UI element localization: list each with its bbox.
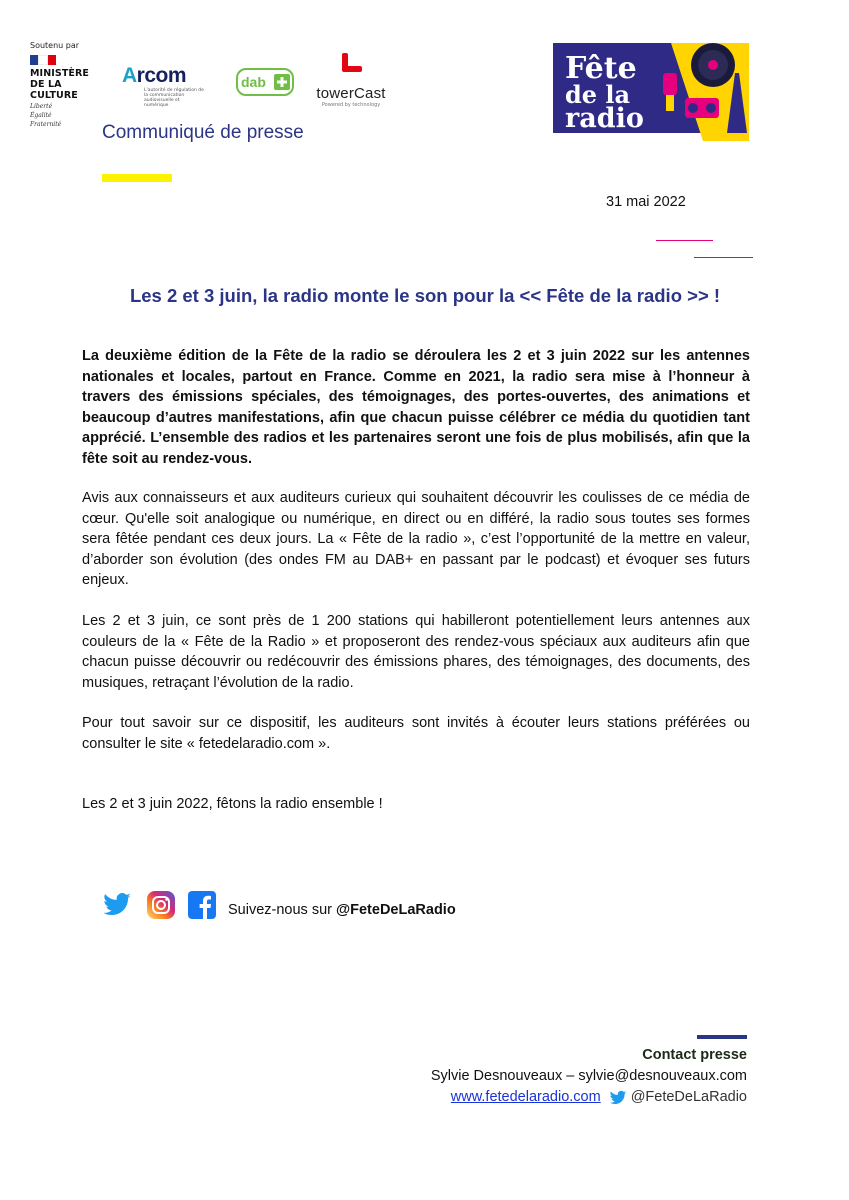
pink-divider-2 bbox=[694, 257, 753, 258]
paragraph-intro: La deuxième édition de la Fête de la radio se déroulera les 2 et 3 juin 2022 sur les antennes nationales et locales, partout en France. Comme en 2021, la radio sera mise à l’honneur à travers des émissions spéciales, des témoignages, des portes-ouvertes, des animations et beaucoup d’autres manifestations, afin que chacun puisse célébrer ce média du quotidien tant apprécié. L’ensemble des radios et les partenaires seront une fois de plus mobilisés, afin que la fête soit au rendez-vous. bbox=[82, 348, 750, 467]
contact-block bbox=[431, 1045, 747, 1108]
arcom-logo-text: rcom bbox=[136, 64, 187, 87]
communique-title: Communiqué de presse bbox=[102, 122, 304, 143]
pink-divider-1 bbox=[656, 240, 713, 241]
paragraph-3: Les 2 et 3 juin, ce sont près de 1 200 stations qui habilleront potentiellement leurs antennes aux couleurs de la « Fête de la Radio » et proposeront des rendez-vous spéciaux aux auditeurs afin que chacun puisse découvrir ou redécouvrir des émissions phares, des témoignages, des documents, des musiques, retraçant l’évolution de la radio. bbox=[82, 613, 750, 691]
fete-de-la-radio-logo bbox=[553, 43, 749, 141]
social-handle[interactable]: @FeteDeLaRadio bbox=[336, 902, 456, 918]
ministere-line1: MINISTÈRE bbox=[30, 68, 89, 79]
twitter-small-icon bbox=[607, 1089, 629, 1107]
social-links bbox=[100, 890, 456, 920]
towercast-logo bbox=[311, 51, 391, 108]
ministere-line2: DE LA CULTURE bbox=[30, 79, 78, 101]
press-date: 31 mai 2022 bbox=[606, 194, 686, 210]
twitter-icon[interactable] bbox=[100, 890, 134, 920]
arcom-logo bbox=[122, 64, 204, 108]
contact-title: Contact presse bbox=[642, 1047, 747, 1063]
towercast-mark-icon bbox=[336, 51, 366, 79]
paragraph-closing: Les 2 et 3 juin 2022, fêtons la radio ensemble ! bbox=[82, 796, 383, 812]
devise-liberte: Liberté bbox=[30, 103, 53, 110]
ministere-culture-logo bbox=[30, 55, 108, 128]
devise-fraternite: Fraternité bbox=[30, 121, 62, 128]
contact-person: Sylvie Desnouveaux – sylvie@desnouveaux.com bbox=[430, 1068, 747, 1084]
contact-twitter-handle[interactable]: @FeteDeLaRadio bbox=[630, 1089, 747, 1105]
towercast-subtitle: Powered by technology bbox=[321, 102, 381, 108]
logo-text-radio: radio bbox=[565, 103, 644, 134]
navy-accent-bar bbox=[697, 1035, 747, 1039]
instagram-icon[interactable] bbox=[146, 890, 176, 920]
facebook-icon[interactable] bbox=[188, 891, 216, 919]
soutenu-par-label: Soutenu par bbox=[30, 41, 80, 50]
follow-us-text bbox=[228, 902, 456, 918]
arcom-subtitle: L'autorité de régulation de la communication audiovisuelle et numérique bbox=[144, 88, 204, 108]
french-flag-icon bbox=[30, 55, 56, 65]
paragraph-4: Pour tout savoir sur ce dispositif, les auditeurs sont invités à écouter leurs stations préférées ou consulter le site « fetedelaradio.com ». bbox=[82, 715, 750, 752]
follow-us-label: Suivez-nous sur bbox=[228, 902, 336, 918]
website-link[interactable]: www.fetedelaradio.com bbox=[450, 1089, 601, 1105]
towercast-text: towerCast bbox=[316, 85, 386, 102]
contact-links-row bbox=[431, 1087, 747, 1108]
paragraph-2: Avis aux connaisseurs et aux auditeurs curieux qui souhaitent découvrir les coulisses de ce média de cœur. Qu'elle soit analogique ou numérique, en direct ou en différé, la radio sous toutes ses formes sera fêtée pendant ces deux jours. La « Fête de la radio », c’est l’opportunité de la mettre en valeur, d’aborder son évolution (des ondes FM au DAB+ en passant par le podcast) et évoquer ses futurs enjeux. bbox=[82, 490, 750, 588]
logo-text-delа: de la bbox=[565, 80, 631, 109]
yellow-accent-bar bbox=[102, 174, 172, 182]
logo-text-fete: Fête bbox=[565, 51, 637, 86]
arcom-logo-a: A bbox=[122, 64, 137, 87]
headline: Les 2 et 3 juin, la radio monte le son pour la << Fête de la radio >> ! bbox=[129, 285, 721, 306]
devise-egalite: Égalité bbox=[30, 112, 52, 119]
dab-text: dab bbox=[241, 74, 266, 90]
dab-plus-logo bbox=[236, 68, 294, 96]
